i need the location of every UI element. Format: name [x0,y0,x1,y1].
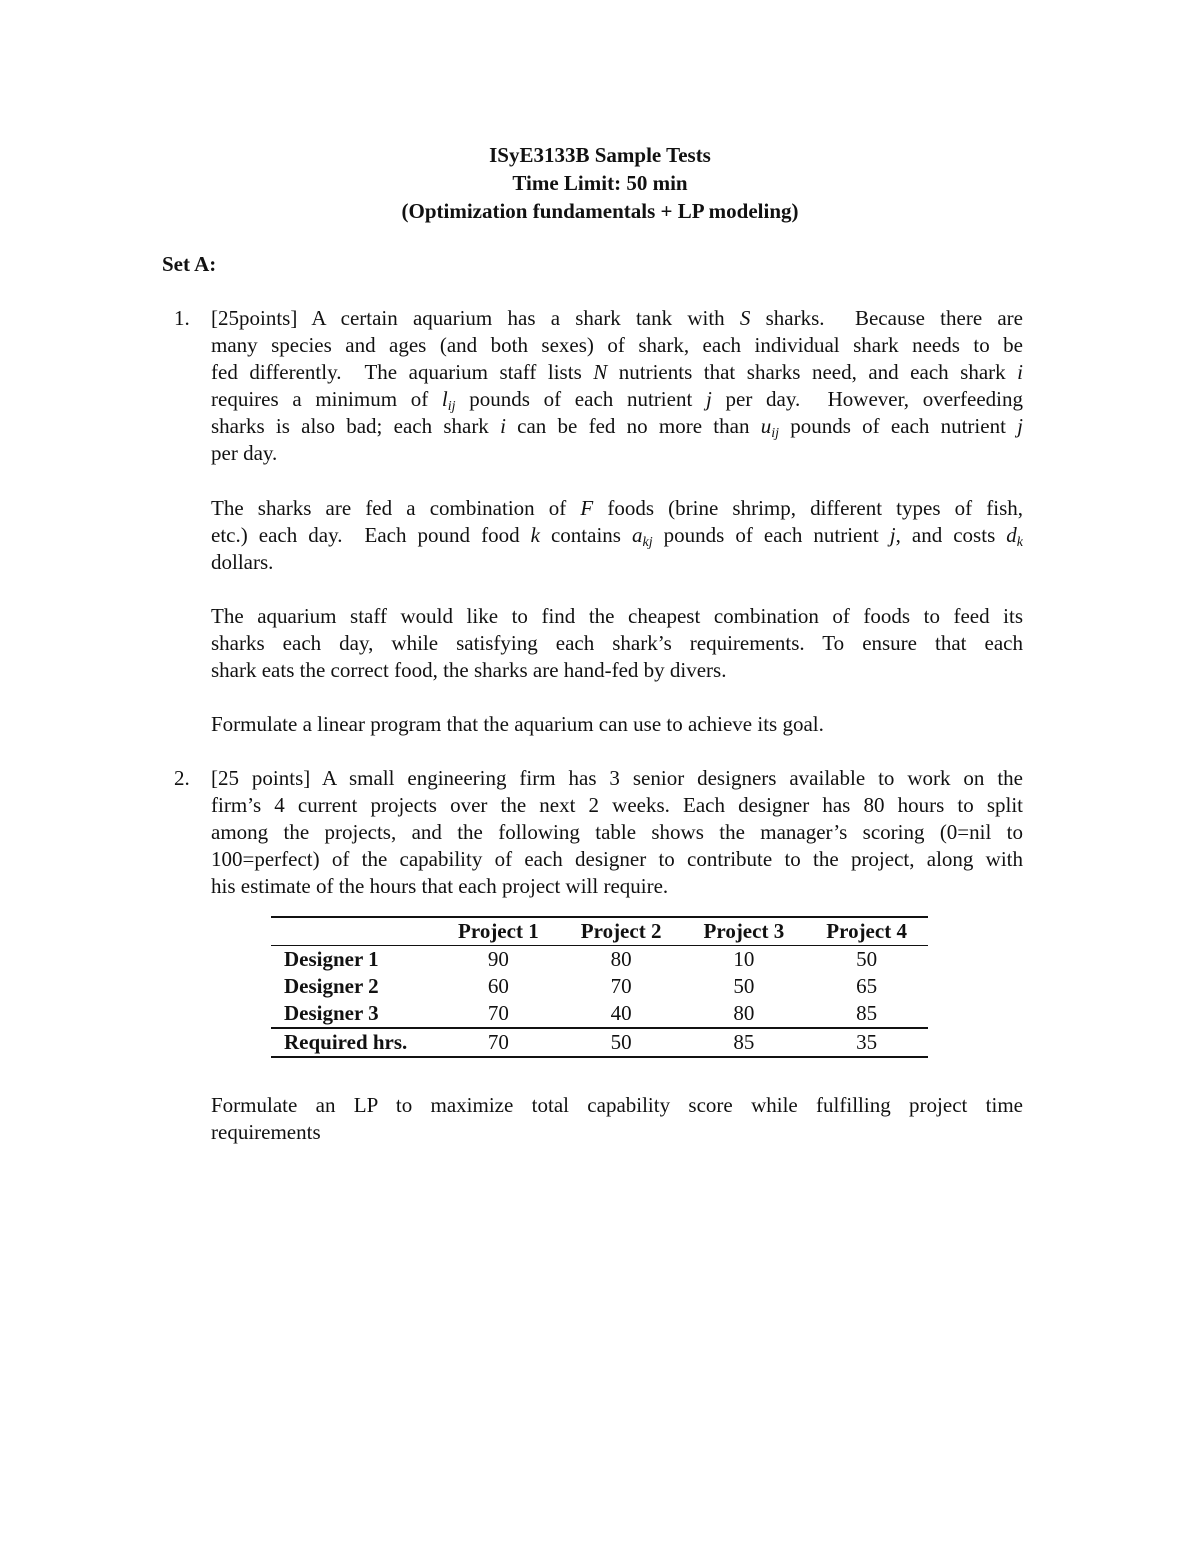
table-cell: 80 [610,947,632,971]
time-limit: Time Limit: 50 min [512,171,688,195]
document-header [0,141,1200,225]
q2-line: [25 points] A small engineering firm has 3 senior designers available to work on the [211,766,1023,790]
q1-line: per day. [211,441,278,465]
table-cell: 50 [560,1028,683,1057]
column-header: Project 4 [805,917,928,946]
question-2-number: 2. [174,766,190,790]
required-hours-row [271,1028,928,1057]
q1-line: sharks each day, while satisfying each shark’s requirements. To ensure that each [211,631,1023,655]
table-cell: 85 [683,1028,806,1057]
table-cell: 85 [856,1001,878,1025]
q2-line: his estimate of the hours that each project will require. [211,874,669,898]
column-header: Project 3 [683,917,806,946]
document-title: ISyE3133B Sample Tests [489,143,711,167]
q1-line: fed differently. The aquarium staff lists N nutrients that sharks need, and each shark i [211,360,1023,384]
table-cell: 50 [856,947,878,971]
table-cell: 65 [856,974,878,998]
table-cell: 70 [610,974,632,998]
column-header: Project 2 [560,917,683,946]
q1-line: Formulate a linear program that the aquarium can use to achieve its goal. [211,712,824,736]
q1-line: requires a minimum of $l_{ij}$ pounds of each nutrient j per day. However, overfeeding [211,387,1023,413]
table-cell: 10 [733,947,755,971]
row-label: Designer 1 [284,947,379,971]
question-1-paragraph-2 [211,495,1023,576]
question-1-paragraph-4 [211,711,1023,738]
row-label: Required hrs. [271,1028,437,1057]
question-2-paragraph-1 [211,765,1023,900]
question-1-number: 1. [174,306,190,330]
table-cell: 90 [487,947,509,971]
row-label: Designer 2 [284,974,379,998]
q1-line: [25points] A certain aquarium has a shark tank with S sharks. Because there are [211,306,1023,330]
q2-line: firm’s 4 current projects over the next 2 weeks. Each designer has 80 hours to split [211,793,1023,817]
q1-line: The aquarium staff would like to find the cheapest combination of foods to feed its [211,604,1023,628]
table-cell: 60 [487,974,509,998]
table-corner [271,917,437,946]
column-header: Project 1 [437,917,560,946]
table-row [271,1000,928,1028]
q2-line: Formulate an LP to maximize total capability score while fulfilling project time [211,1093,1023,1117]
table-cell: 80 [733,1001,755,1025]
topics-subtitle: (Optimization fundamentals + LP modeling) [401,199,799,223]
capability-table-grid [271,916,928,1058]
table-row [271,946,928,974]
capability-table [271,916,928,1058]
q1-line: many species and ages (and both sexes) of shark, each individual shark needs to be [211,333,1023,357]
table-cell: 40 [610,1001,632,1025]
table-row [271,973,928,1000]
table-cell: 70 [487,1001,509,1025]
q1-line: etc.) each day. Each pound food k contains $a_{kj}$ pounds of each nutrient j, and costs $d_k$ [211,523,1023,549]
row-label: Designer 3 [284,1001,379,1025]
question-2-paragraph-2 [211,1092,1023,1146]
question-1-paragraph-1 [211,305,1023,467]
q1-line: sharks is also bad; each shark i can be fed no more than $u_{ij}$ pounds of each nutrient j [211,414,1023,440]
q1-line: The sharks are fed a combination of F foods (brine shrimp, different types of fish, [211,496,1023,520]
q1-line: dollars. [211,550,274,574]
table-cell: 50 [733,974,755,998]
q2-line: 100=perfect) of the capability of each designer to contribute to the project, along with [211,847,1023,871]
q2-line: requirements [211,1120,321,1144]
q1-line: shark eats the correct food, the sharks are hand-fed by divers. [211,658,727,682]
question-1-paragraph-3 [211,603,1023,684]
q2-line: among the projects, and the following table shows the manager’s scoring (0=nil to [211,820,1023,844]
set-label: Set A: [162,252,217,276]
table-cell: 70 [437,1028,560,1057]
table-cell: 35 [805,1028,928,1057]
